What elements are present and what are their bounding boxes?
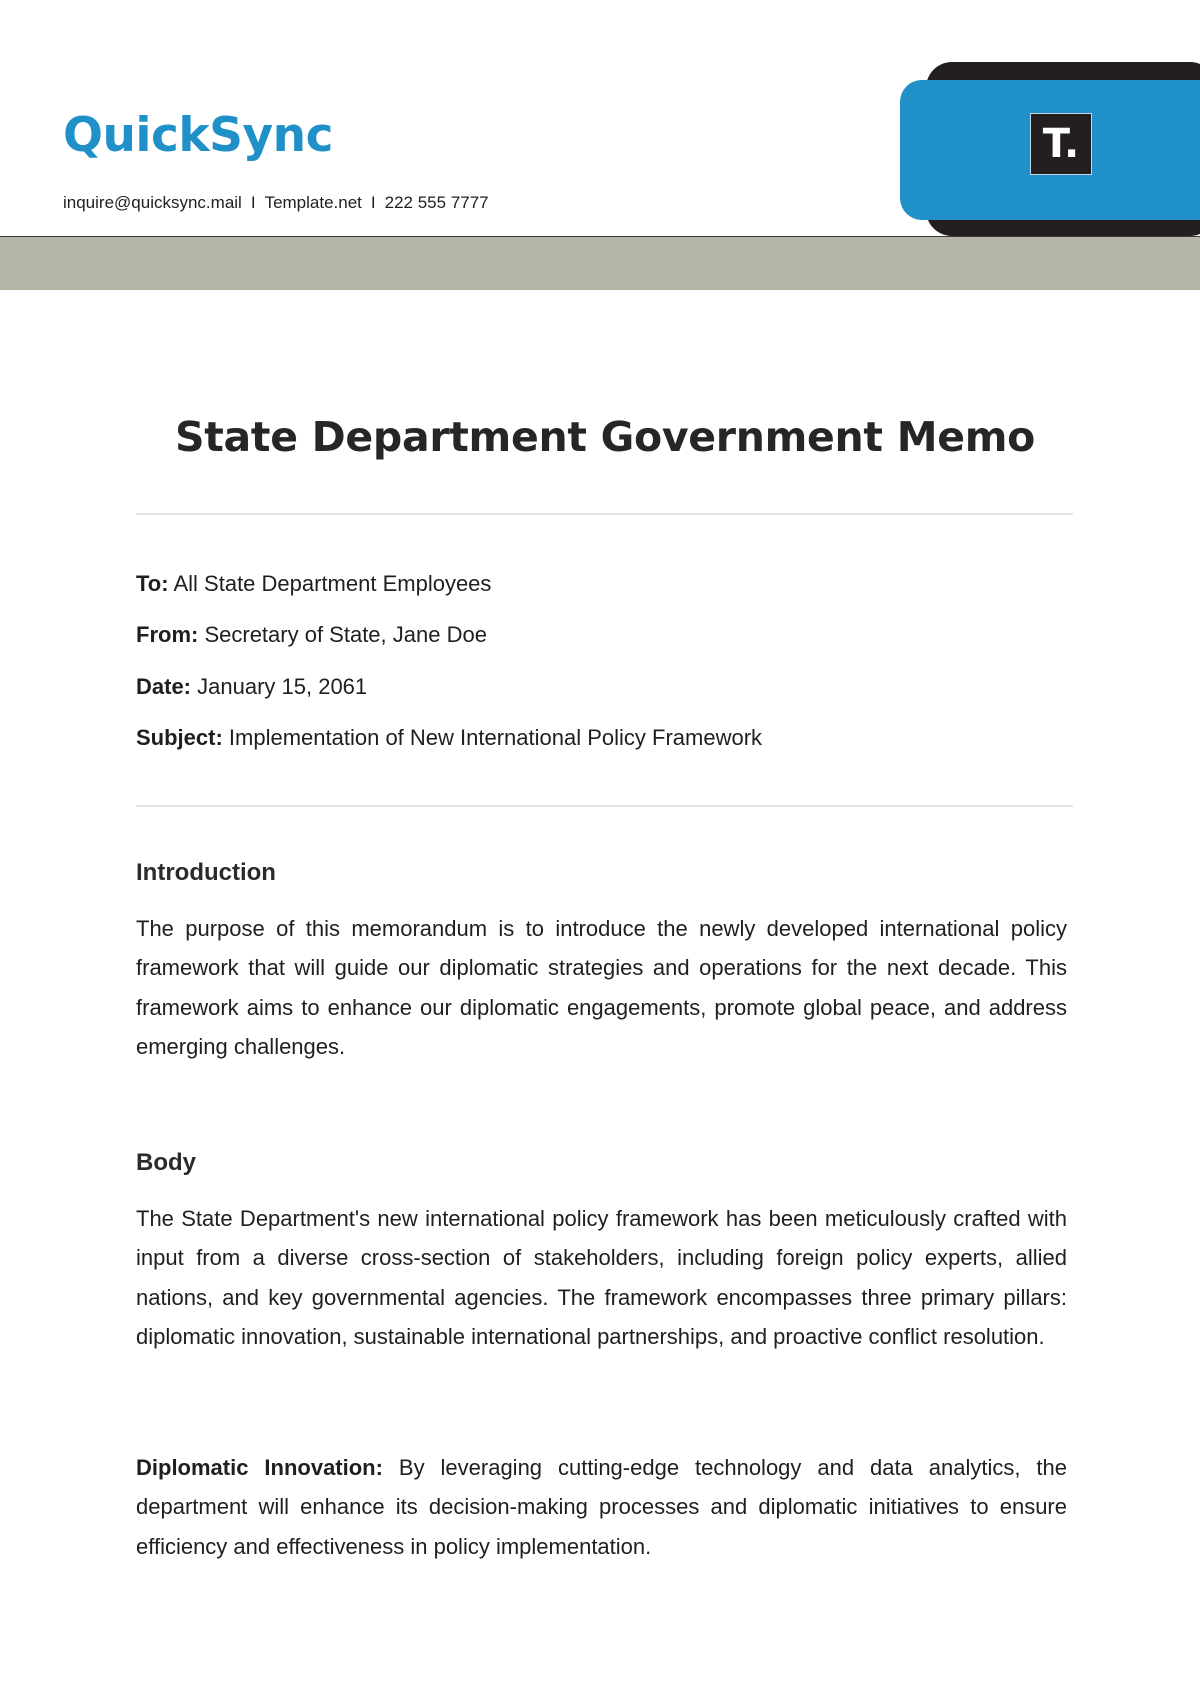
body-heading: Body [136,1149,196,1176]
memo-to-value: All State Department Employees [173,571,492,596]
diplomatic-innovation-paragraph [136,1448,1067,1566]
brand-name: QuickSync [63,108,333,163]
contact-separator: I [250,193,256,212]
memo-subject-label: Subject: [136,725,223,750]
memo-date [136,674,367,700]
contact-email: inquire@quicksync.mail [63,193,242,212]
diplomatic-innovation-label: Diplomatic Innovation: [136,1455,383,1480]
memo-date-value: January 15, 2061 [197,674,368,699]
header-band [0,237,1200,290]
diplomatic-innovation-text: By leveraging cutting-edge technology and data analytics, the department will enhance its decision-making processes and diplomatic initiatives to ensure efficiency and effectiveness in policy implementation. [136,1455,1067,1559]
memo-from [136,622,487,648]
memo-from-label: From: [136,622,199,647]
memo-date-label: Date: [136,674,192,699]
memo-to [136,571,491,597]
memo-subject-value: Implementation of New International Policy Framework [228,725,763,750]
logo-letter: T. [1042,121,1080,167]
contact-phone: 222 555 7777 [384,193,489,212]
introduction-heading: Introduction [136,859,276,886]
introduction-paragraph: The purpose of this memorandum is to introduce the newly developed international policy framework that will guide our diplomatic strategies and operations for the next decade. This framework aims to enhance our diplomatic engagements, promote global peace, and address emerging challenges. [136,916,1067,1060]
body-paragraph: The State Department's new international policy framework has been meticulously crafted with input from a diverse cross-section of stakeholders, including foreign policy experts, allied nations, and key governmental agencies. The framework encompasses three primary pillars: diplomatic innovation, sustainable international partnerships, and proactive conflict resolution. [136,1206,1067,1350]
memo-subject [136,725,762,751]
memo-title: State Department Government Memo [175,413,1035,461]
divider [136,513,1073,515]
contact-separator: I [370,193,376,212]
contact-line [63,193,489,213]
memo-from-value: Secretary of State, Jane Doe [204,622,487,647]
template-logo-icon [1030,113,1092,175]
memo-to-label: To: [136,571,169,596]
contact-website: Template.net [264,193,362,212]
divider [136,805,1073,807]
